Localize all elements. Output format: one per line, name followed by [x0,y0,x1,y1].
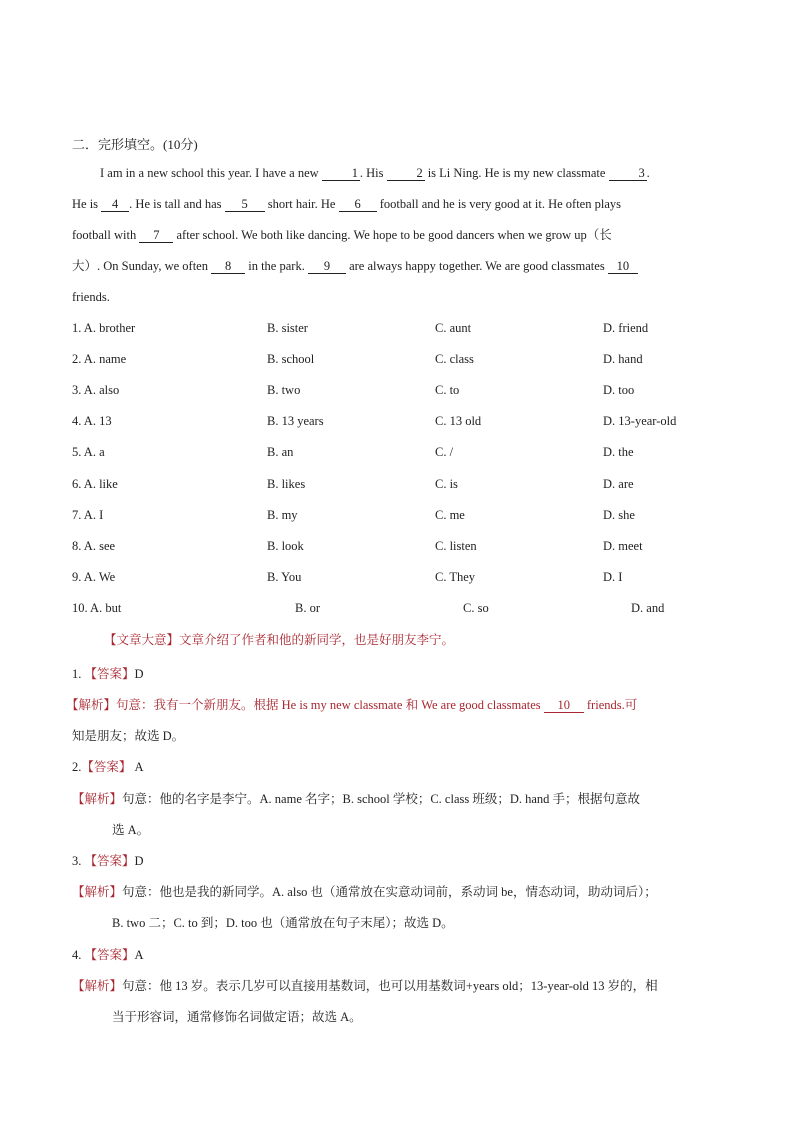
option-d: D. are [603,477,634,491]
option-b: B. You [267,570,302,584]
passage-text: I am in a new school this year. I have a new [100,166,319,180]
answer-2 [72,757,144,775]
analysis-2-cont [112,820,149,838]
option-b: B. two [267,383,301,397]
blank-8: 8 [211,259,245,274]
blank-9: 9 [308,259,346,274]
analysis-4-cont [112,1007,362,1025]
answer-1 [72,664,144,682]
option-a: 7. A. I [72,508,104,522]
option-d: D. meet [603,539,643,553]
analysis-text: friends.可 [586,698,638,712]
option-a: 9. A. We [72,570,116,584]
analysis-text: 句意：我有一个新朋友。根据 He is my new classmate 和 We are good classmates [116,698,541,712]
passage-text: football and he is very good at it. He often plays [379,197,621,211]
option-c: C. They [435,570,476,584]
answer-value: A [134,948,144,962]
passage-text: football with [72,228,137,242]
analysis-text: B. two 二；C. to 到；D. too 也（通常放在句子末尾）；故选 D。 [112,916,454,930]
answer-3 [72,851,144,869]
passage-text: after school. We both like dancing. We hope to be good dancers when we grow up（长 [176,228,612,242]
answer-number: 1. [72,667,82,681]
option-c: C. is [435,477,458,491]
option-c: C. aunt [435,321,472,335]
blank-1: 1 [322,166,360,181]
option-c: C. / [435,445,454,459]
option-a: 1. A. brother [72,321,136,335]
option-b: B. look [267,539,304,553]
option-d: D. friend [603,321,649,335]
blank-3: 3 [609,166,647,181]
blank-4: 4 [101,197,129,212]
analysis-2 [72,789,640,807]
option-b: B. an [267,445,294,459]
answer-label: 【答案】 [84,948,135,962]
option-b: B. 13 years [267,414,324,428]
analysis-label: 【解析】 [72,979,123,993]
passage-text: He is [72,197,99,211]
answer-value: A [134,760,144,774]
option-b: B. school [267,352,315,366]
option-a: 8. A. see [72,539,116,553]
analysis-blank: 10 [544,698,584,713]
option-b: B. my [267,508,298,522]
answer-number: 4. [72,948,82,962]
answer-value: D [134,667,144,681]
blank-2: 2 [387,166,425,181]
option-d: D. too [603,383,635,397]
passage-text: in the park. [248,259,305,273]
option-c: C. to [435,383,460,397]
passage-text: . He is tall and has [129,197,222,211]
analysis-text: 句意：他 13 岁。表示几岁可以直接用基数词，也可以用基数词+years old；13-year-old 13 岁的，相 [122,979,658,993]
answer-label: 【答案】 [84,667,135,681]
analysis-label: 【解析】 [72,885,123,899]
option-c: C. class [435,352,474,366]
passage-text: . [646,166,650,180]
analysis-text: 选 A。 [112,823,150,837]
answer-number: 3. [72,854,82,868]
option-c: C. 13 old [435,414,482,428]
answer-label: 【答案】 [81,760,132,774]
option-b: B. or [295,601,320,615]
analysis-text: 句意：他也是我的新同学。A. also 也（通常放在实意动词前，系动词 be，情态动词，助动词后）； [122,885,657,899]
blank-7: 7 [139,228,173,243]
analysis-1-cont [72,726,184,744]
analysis-3 [72,882,657,900]
option-c: C. so [463,601,489,615]
analysis-label: 【解析】 [72,792,123,806]
passage-text: friends. [72,290,110,304]
option-a: 10. A. but [72,601,122,615]
option-c: C. me [435,508,465,522]
analysis-1 [66,695,637,713]
answer-4 [72,945,144,963]
option-d: D. she [603,508,635,522]
blank-6: 6 [339,197,377,212]
option-d: D. the [603,445,634,459]
passage-text: 大）. On Sunday, we often [72,259,208,273]
analysis-text: 句意：他的名字是李宁。A. name 名字；B. school 学校；C. class 班级；D. hand 手；根据句意故 [122,792,641,806]
section-title: 二．完形填空。(10分) [72,137,198,152]
option-a: 5. A. a [72,445,105,459]
passage-text: short hair. He [267,197,336,211]
analysis-4 [72,976,658,994]
option-d: D. and [631,601,665,615]
option-a: 3. A. also [72,383,120,397]
passage-text: is Li Ning. He is my new classmate [427,166,606,180]
blank-10: 10 [608,259,638,274]
option-a: 6. A. like [72,477,118,491]
article-summary: 【文章大意】文章介绍了作者和他的新同学，也是好朋友李宁。 [104,633,455,647]
passage-text: . His [359,166,384,180]
option-d: D. I [603,570,623,584]
analysis-3-cont [112,913,454,931]
option-a: 4. A. 13 [72,414,112,428]
answer-value: D [134,854,144,868]
option-d: D. 13-year-old [603,414,677,428]
analysis-text: 知是朋友；故选 D。 [72,729,185,743]
option-d: D. hand [603,352,643,366]
analysis-label: 【解析】 [66,698,117,712]
option-b: B. likes [267,477,306,491]
answer-label: 【答案】 [84,854,135,868]
passage-text: are always happy together. We are good classmates [349,259,605,273]
blank-5: 5 [225,197,265,212]
cloze-passage [72,158,722,313]
option-b: B. sister [267,321,308,335]
answer-number: 2. [72,760,82,774]
option-c: C. listen [435,539,477,553]
option-a: 2. A. name [72,352,127,366]
analysis-text: 当于形容词，通常修饰名词做定语；故选 A。 [112,1010,362,1024]
